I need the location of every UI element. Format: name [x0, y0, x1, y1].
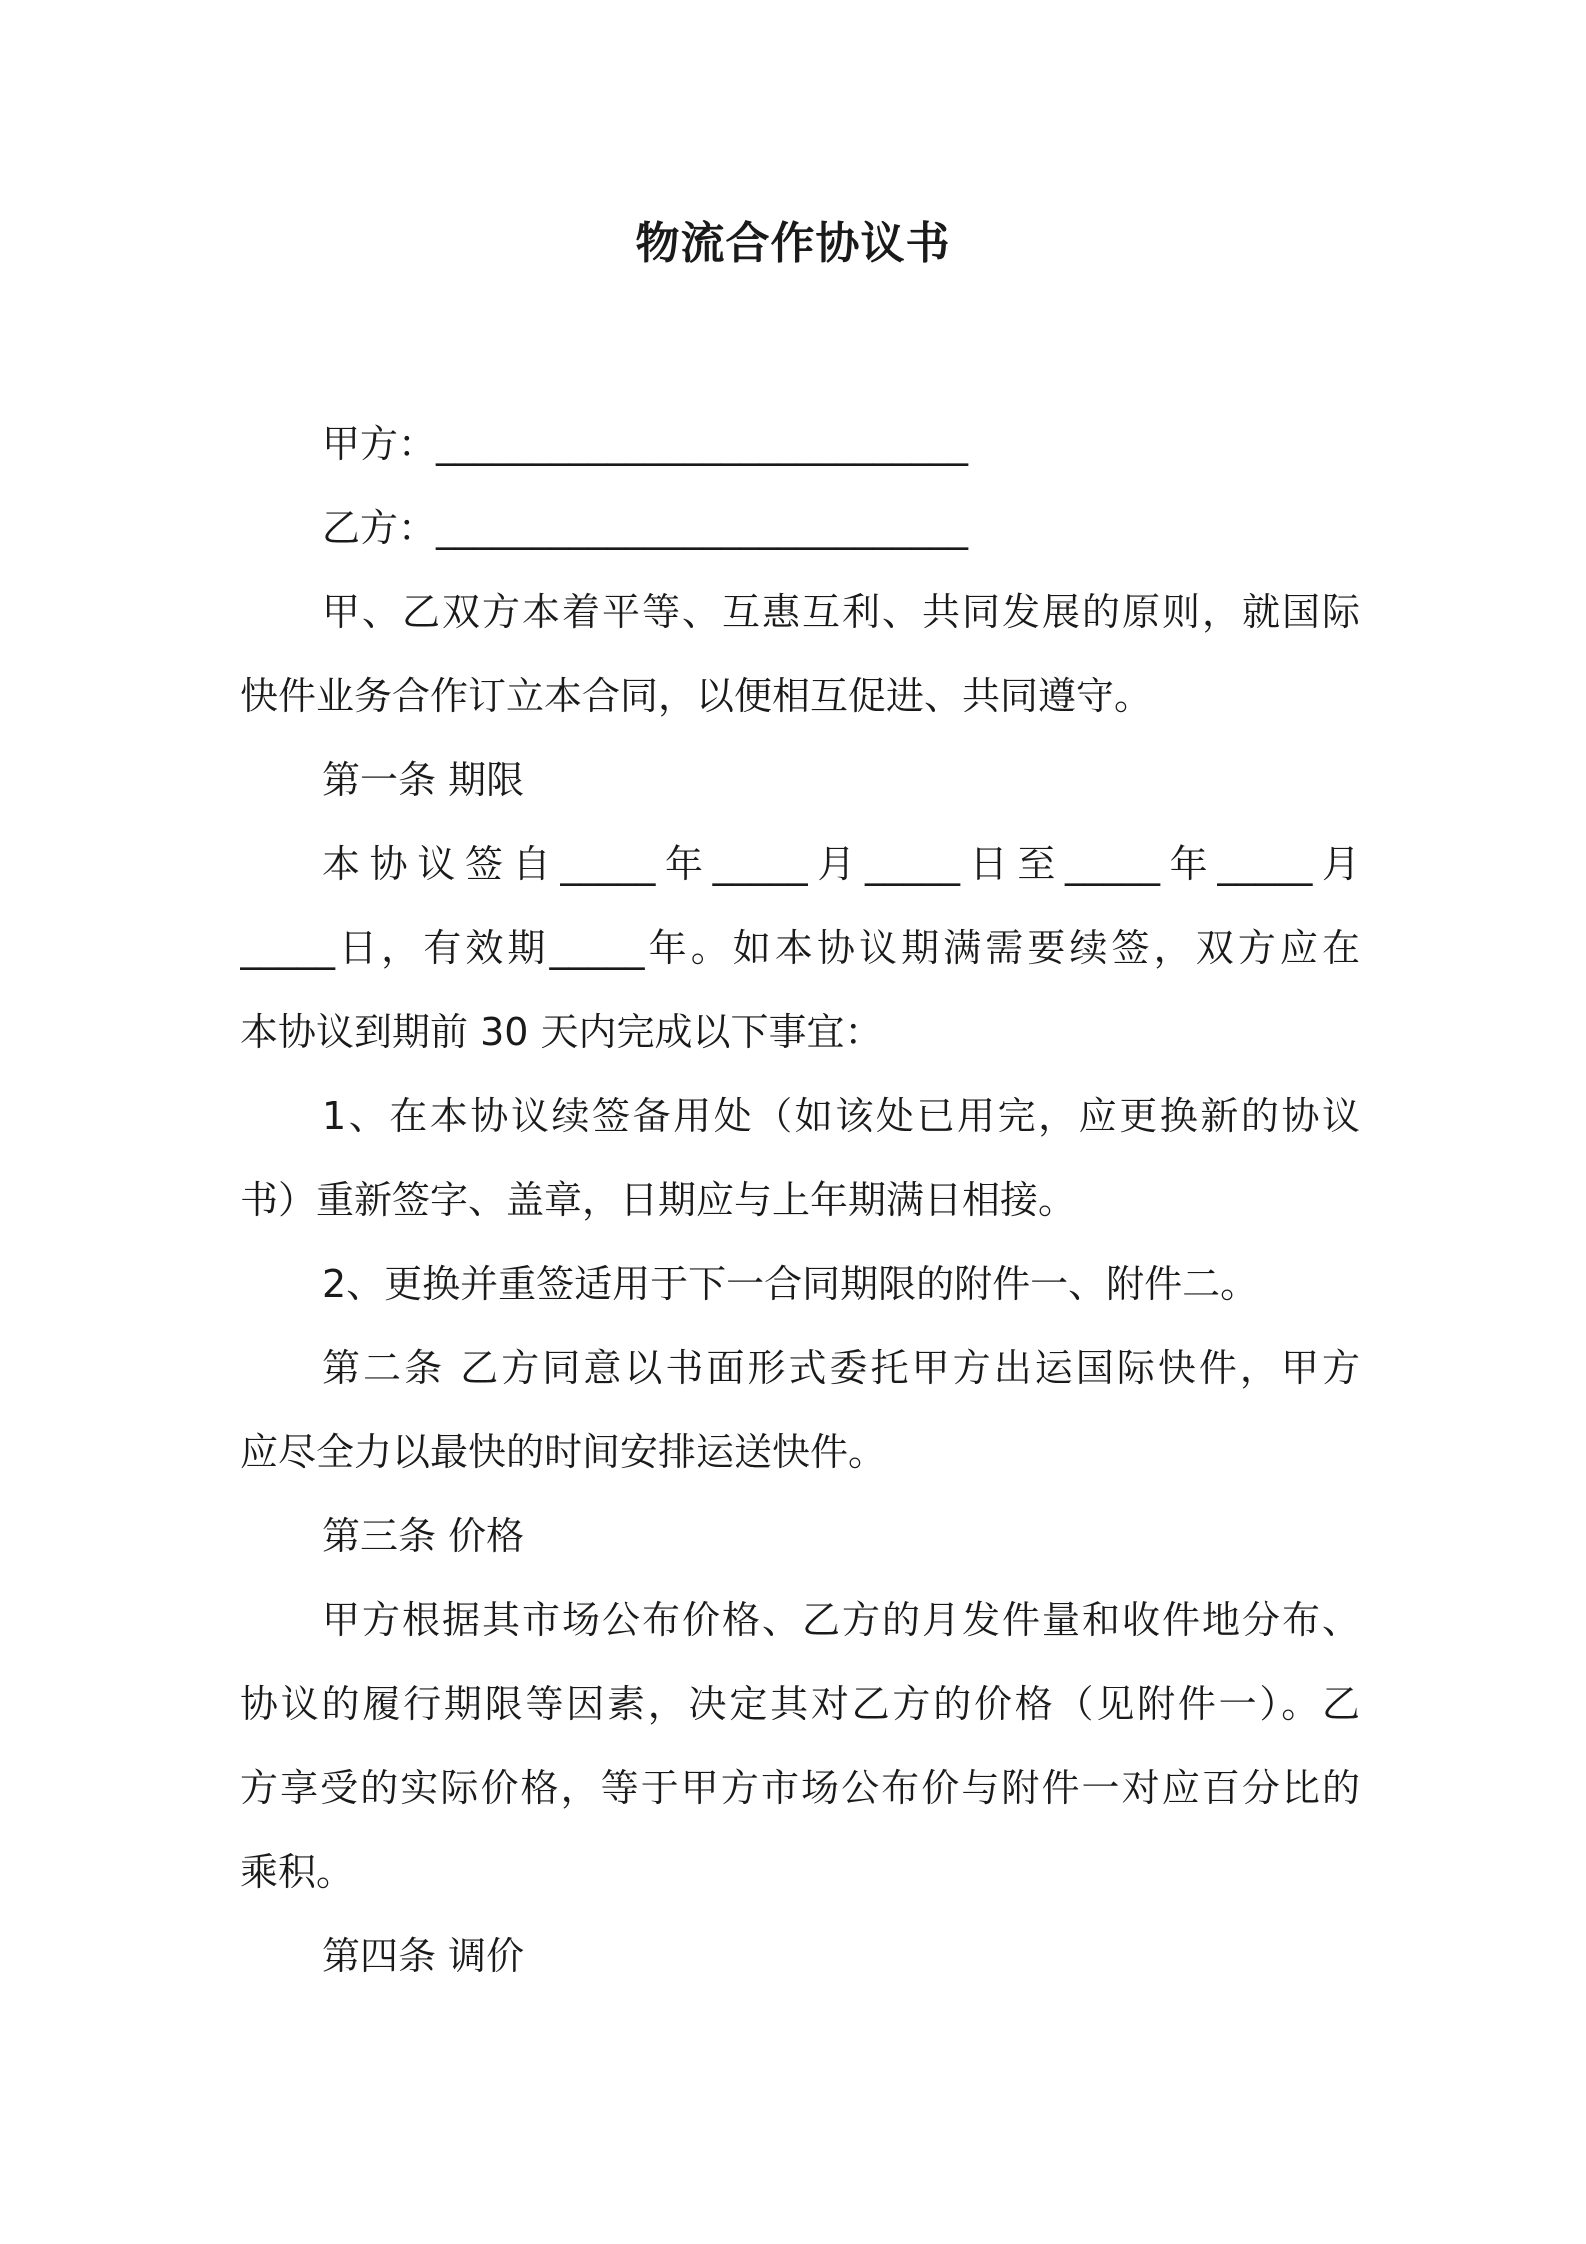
paragraph-line: 甲、乙双方本着平等、互惠互利、共同发展的原则，就国际 — [322, 590, 1360, 634]
paragraph-line: 书）重新签字、盖章，日期应与上年期满日相接。 — [240, 1178, 1077, 1222]
party-b-line: 乙方：____________________________ — [322, 506, 969, 550]
paragraph-line: 乘积。 — [240, 1850, 355, 1894]
article-heading: 第四条 调价 — [322, 1934, 525, 1978]
paragraph-line: 本协议到期前 30 天内完成以下事宜： — [240, 1010, 883, 1054]
paragraph-line: 应尽全力以最快的时间安排运送快件。 — [240, 1430, 887, 1474]
paragraph-line: 2、更换并重签适用于下一合同期限的附件一、附件二。 — [322, 1262, 1259, 1306]
document-title: 物流合作协议书 — [635, 218, 951, 269]
paragraph-line: 方享受的实际价格，等于甲方市场公布价与附件一对应百分比的 — [240, 1766, 1360, 1810]
party-a-line: 甲方：____________________________ — [322, 422, 969, 466]
article-heading: 第二条 乙方同意以书面形式委托甲方出运国际快件，甲方 — [322, 1346, 1360, 1390]
article-heading: 第一条 期限 — [322, 758, 525, 802]
paragraph-line: 协议的履行期限等因素，决定其对乙方的价格（见附件一）。乙 — [240, 1682, 1360, 1726]
paragraph-line: 快件业务合作订立本合同，以便相互促进、共同遵守。 — [240, 674, 1153, 718]
paragraph-line: _____日，有效期_____年。如本协议期满需要续签，双方应在 — [240, 926, 1360, 970]
article-heading: 第三条 价格 — [322, 1514, 525, 1558]
paragraph-line: 1、在本协议续签备用处（如该处已用完，应更换新的协议 — [322, 1094, 1360, 1138]
paragraph-line: 甲方根据其市场公布价格、乙方的月发件量和收件地分布、 — [322, 1598, 1360, 1642]
paragraph-line: 本协议签自_____年_____月_____日至_____年_____月 — [322, 842, 1360, 886]
